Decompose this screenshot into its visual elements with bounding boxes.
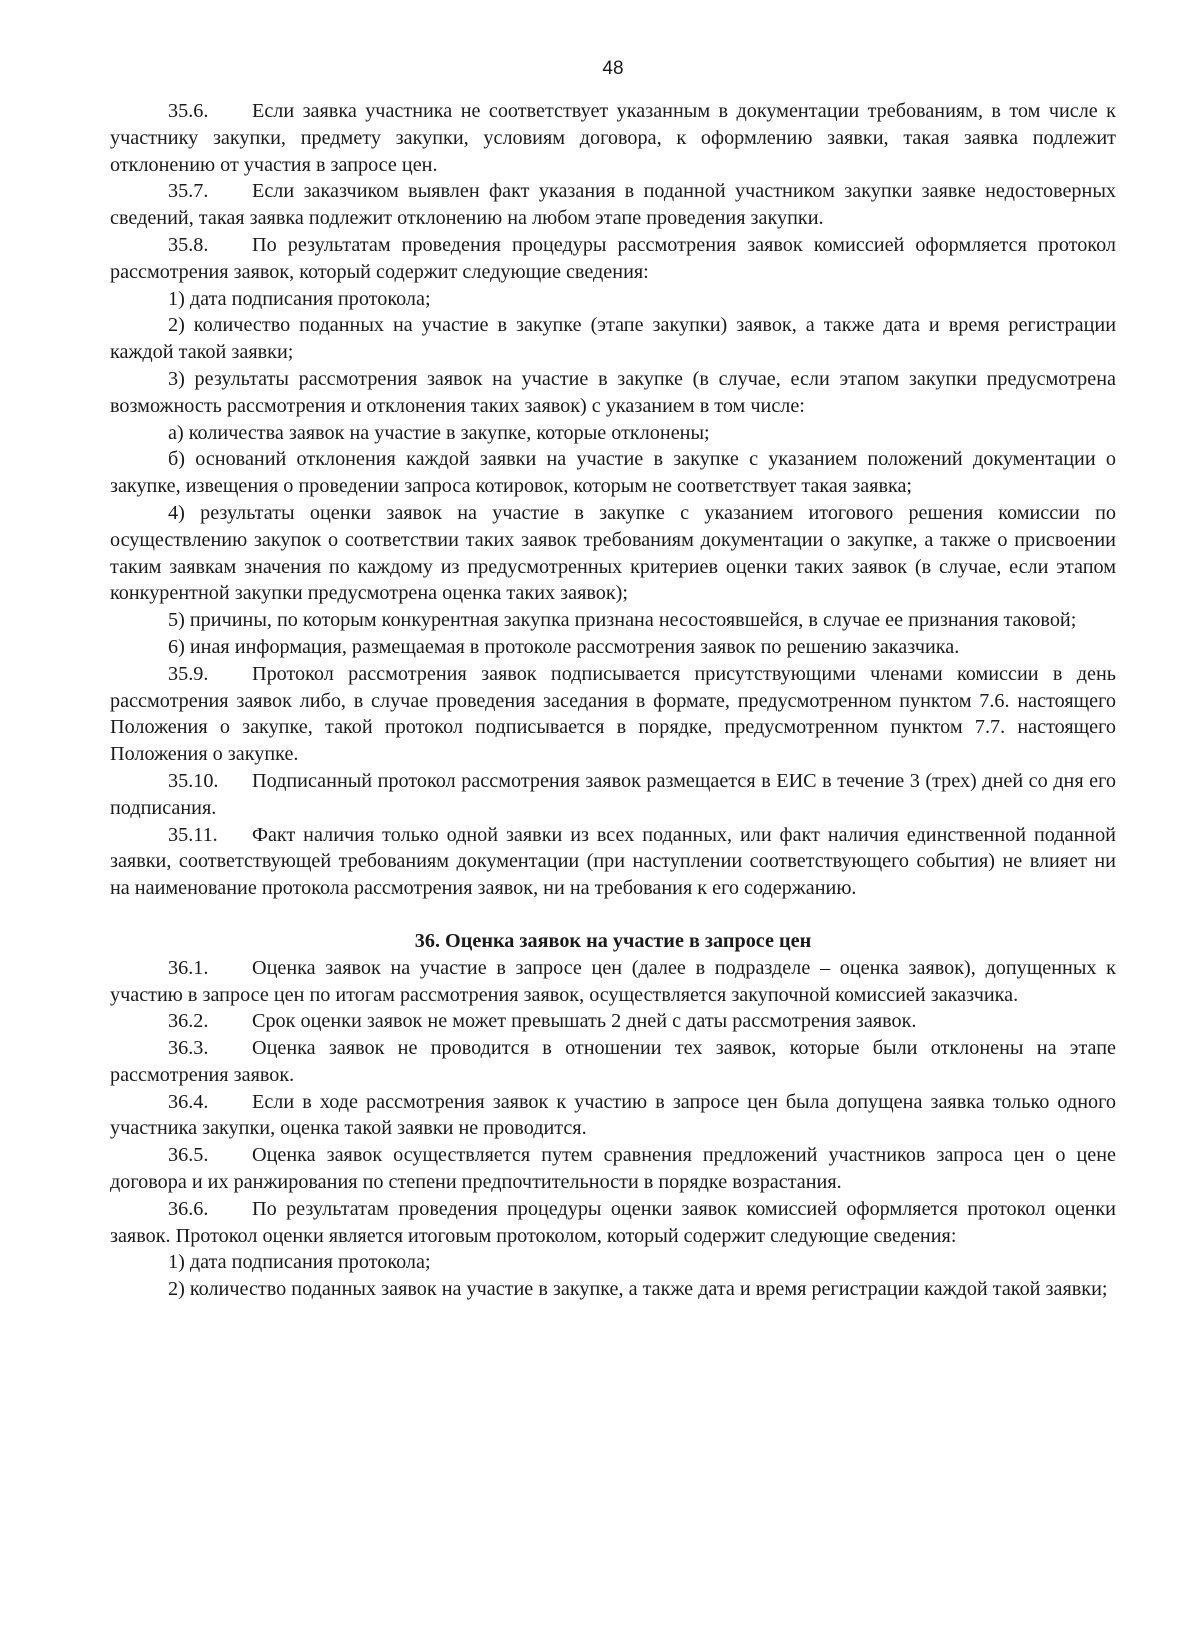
paragraph-text: Факт наличия только одной заявки из всех поданных, или факт наличия единственной поданной заявки, соответствующей требованиям документации (при наступлении соответствующего события) не влияет ни на наименование протокола рассмотрения заявок, ни на требования к его содержанию.	[110, 823, 1116, 900]
list-item-paragraph	[110, 500, 1116, 607]
clause-paragraph	[110, 98, 1116, 178]
clause-paragraph	[110, 1035, 1116, 1089]
clause-paragraph	[110, 178, 1116, 232]
paragraph-text: а) количества заявок на участие в закупке, которые отклонены;	[168, 421, 710, 444]
paragraph-text: Если заявка участника не соответствует указанным в документации требованиям, в том числе к участнику закупки, предмету закупки, условиям договора, к оформлению заявки, такая заявка подлежит отклонению от участия в запросе цен.	[110, 100, 1116, 176]
paragraph-text: По результатам проведения процедуры оценки заявок комиссией оформляется протокол оценки заявок. Протокол оценки является итоговым протоколом, который содержит следующие сведения:	[110, 1197, 1116, 1247]
list-item-paragraph	[110, 312, 1116, 366]
page-number: 48	[602, 58, 624, 79]
clause-number: 36.5.	[168, 1144, 209, 1167]
paragraph-text: 2) количество поданных заявок на участие в закупке, а также дата и время регистрации каждой такой заявки;	[168, 1278, 1108, 1301]
paragraph-text: б) оснований отклонения каждой заявки на участие в закупке с указанием положений документации о закупке, извещения о проведении запроса котировок, которым не соответствует такая заявка;	[110, 448, 1116, 498]
list-item-paragraph	[110, 286, 1116, 313]
clause-number: 35.10.	[168, 769, 219, 792]
clause-paragraph	[110, 1089, 1116, 1143]
paragraph-text: 2) количество поданных на участие в закупке (этапе закупки) заявок, а также дата и время регистрации каждой такой заявки;	[110, 314, 1116, 364]
clause-paragraph	[110, 1196, 1116, 1250]
clause-paragraph	[110, 955, 1116, 1009]
paragraph-text: Оценка заявок осуществляется путем сравнения предложений участников запроса цен о цене договора и их ранжирования по степени предпочтительности в порядке возрастания.	[110, 1144, 1116, 1194]
clause-number: 36.2.	[168, 1010, 209, 1033]
paragraph-text: 5) причины, по которым конкурентная закупка признана несостоявшейся, в случае ее признания таковой;	[168, 609, 1077, 632]
paragraph-text: Подписанный протокол рассмотрения заявок размещается в ЕИС в течение 3 (трех) дней со дня его подписания.	[110, 769, 1116, 819]
list-item-paragraph	[110, 420, 1116, 447]
paragraph-text: 1) дата подписания протокола;	[168, 1251, 431, 1274]
clause-number: 36.1.	[168, 956, 209, 979]
section-35	[110, 98, 1116, 902]
clause-number: 35.8.	[168, 233, 209, 256]
paragraph-text: Если в ходе рассмотрения заявок к участию в запросе цен была допущена заявка только одного участника закупки, оценка такой заявки не проводится.	[110, 1090, 1116, 1140]
section-36-heading: 36. Оценка заявок на участие в запросе цен	[414, 929, 812, 952]
paragraph-text: 4) результаты оценки заявок на участие в закупке с указанием итогового решения комиссии по осуществлению закупок о соответствии таких заявок требованиям документации о закупке, а также о присвоении таким заявкам значения по каждому из предусмотренных критериев оценки таких заявок (в случае, если этапом конкурентной закупки предусмотрена оценка таких заявок);	[110, 501, 1116, 605]
paragraph-text: 1) дата подписания протокола;	[168, 287, 431, 310]
paragraph-text: 6) иная информация, размещаемая в протоколе рассмотрения заявок по решению заказчика.	[168, 635, 960, 658]
list-item-paragraph	[110, 1249, 1116, 1276]
list-item-paragraph	[110, 446, 1116, 500]
list-item-paragraph	[110, 607, 1116, 634]
list-item-paragraph	[110, 634, 1116, 661]
paragraph-text: Протокол рассмотрения заявок подписывается присутствующими членами комиссии в день рассмотрения заявок либо, в случае проведения заседания в формате, предусмотренном пунктом 7.6. настоящего Положения о закупке, такой протокол подписывается в порядке, предусмотренном пунктом 7.7. настоящего Положения о закупке.	[110, 662, 1116, 766]
clause-number: 35.6.	[168, 100, 209, 122]
clause-number: 36.3.	[168, 1037, 209, 1060]
clause-number: 35.11.	[168, 823, 218, 846]
clause-number: 35.7.	[168, 180, 209, 203]
paragraph-text: Если заказчиком выявлен факт указания в поданной участником закупки заявке недостоверных сведений, такая заявка подлежит отклонению на любом этапе проведения закупки.	[110, 180, 1116, 230]
clause-paragraph	[110, 822, 1116, 902]
paragraph-text: Срок оценки заявок не может превышать 2 дней с даты рассмотрения заявок.	[252, 1010, 917, 1033]
section-36	[110, 955, 1116, 1303]
list-item-paragraph	[110, 1276, 1116, 1303]
clause-number: 36.4.	[168, 1090, 209, 1113]
clause-paragraph	[110, 232, 1116, 286]
clause-paragraph	[110, 1142, 1116, 1196]
clause-paragraph	[110, 661, 1116, 768]
clause-number: 35.9.	[168, 662, 209, 685]
clause-paragraph	[110, 1008, 1116, 1035]
clause-number: 36.6.	[168, 1197, 209, 1220]
list-item-paragraph	[110, 366, 1116, 420]
clause-paragraph	[110, 768, 1116, 822]
paragraph-text: 3) результаты рассмотрения заявок на участие в закупке (в случае, если этапом закупки предусмотрена возможность рассмотрения и отклонения таких заявок) с указанием в том числе:	[110, 367, 1116, 417]
paragraph-text: По результатам проведения процедуры рассмотрения заявок комиссией оформляется протокол рассмотрения заявок, который содержит следующие сведения:	[110, 233, 1116, 283]
paragraph-text: Оценка заявок на участие в запросе цен (далее в подразделе – оценка заявок), допущенных к участию в запросе цен по итогам рассмотрения заявок, осуществляется закупочной комиссией заказчика.	[110, 956, 1116, 1006]
paragraph-text: Оценка заявок не проводится в отношении тех заявок, которые были отклонены на этапе рассмотрения заявок.	[110, 1037, 1116, 1086]
document-page	[110, 58, 1116, 1303]
